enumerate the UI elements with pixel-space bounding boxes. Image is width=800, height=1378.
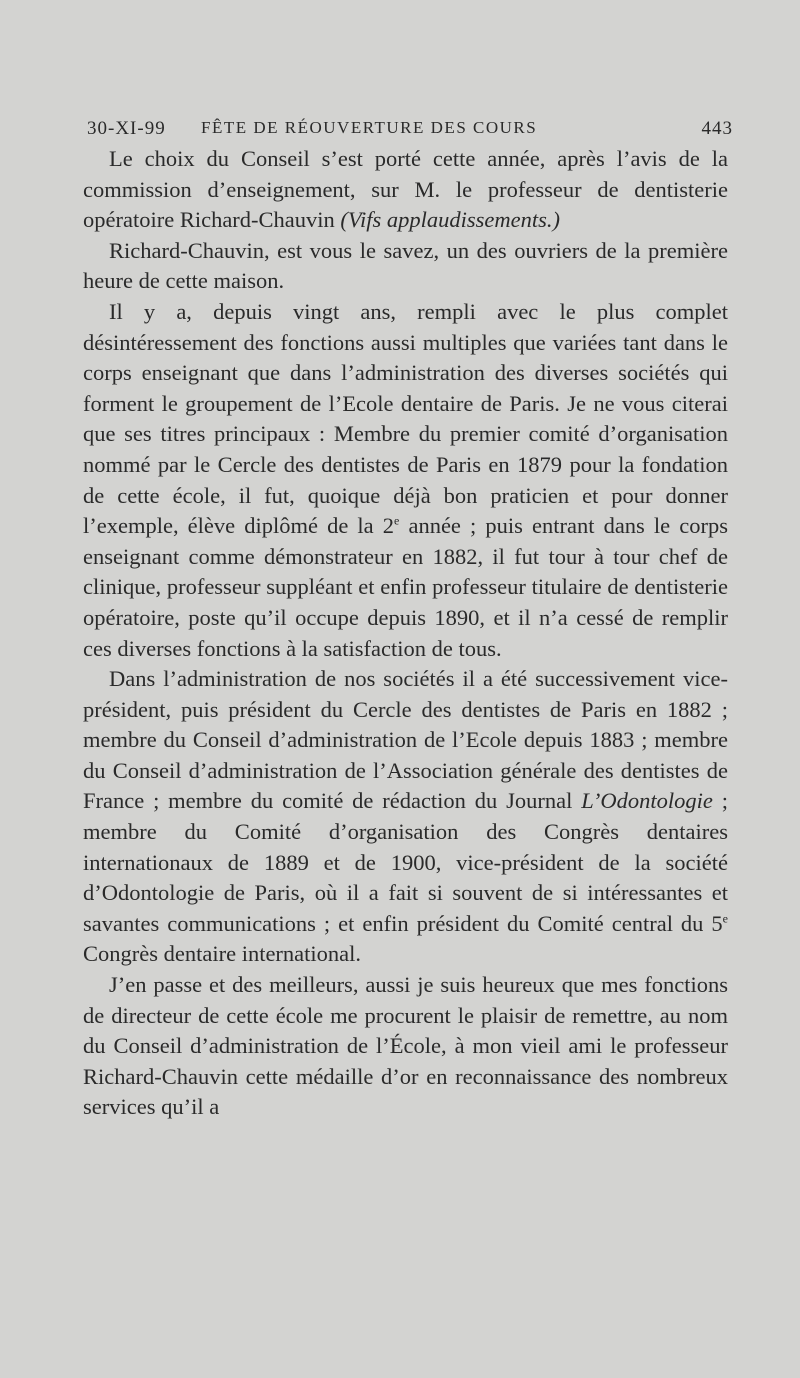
paragraph-4-text-a: Dans l’administration de nos sociétés il a été successivement vice-président, puis président du Cercle des dentistes de Paris en 1882 ; membre du Conseil d’administration de l’Ecole depuis 1883 ; membre du Conseil d’administration de l’Association générale des dentistes de France ; membre du comité de rédaction du Journal [83, 666, 728, 814]
paragraph-2 [83, 236, 728, 297]
paragraph-1-text: Le choix du Conseil s’est porté cette année, après l’avis de la commission d’enseignement, sur M. le professeur de dentisterie opératoire Richard-Chauvin [83, 146, 728, 233]
paragraph-1 [83, 144, 728, 236]
header-title: FÊTE DE RÉOUVERTURE DES COURS [201, 118, 538, 137]
paragraph-1-applause: (Vifs applaudissements.) [340, 207, 560, 233]
running-head [83, 118, 733, 146]
paragraph-4 [83, 664, 728, 970]
paragraph-5-text: J’en passe et des meilleurs, aussi je suis heureux que mes fonctions de directeur de cette école me procurent le plaisir de remettre, au nom du Conseil d’administration de l’École, à mon vieil ami le professeur Richard-Chauvin cette médaille d’or en reconnaissance des nombreux services qu’il a [83, 972, 728, 1120]
body-text [83, 144, 728, 1123]
paragraph-4-text-b: ; membre du Comité d’organisation des Congrès dentaires internationaux de 1889 et de 1900, vice-président de la société d’Odontologie de Paris, où il a fait si souvent de si intéressantes et savantes communications ; et enfin président du Comité central du 5 [83, 788, 728, 936]
paragraph-4-text-c: Congrès dentaire international. [83, 941, 362, 967]
header-date: 30-XI-99 [87, 118, 166, 139]
page-number: 443 [701, 118, 733, 139]
paragraph-2-text: Richard-Chauvin, est vous le savez, un des ouvriers de la première heure de cette maison. [83, 237, 728, 294]
paragraph-3-text-b: année ; puis entrant dans le corps enseignant comme démonstrateur en 1882, il fut tour à tour chef de clinique, professeur suppléant et enfin professeur titulaire de dentisterie opératoire, poste qu’il occupe depuis 1890, et il n’a cessé de remplir ces diverses fonctions à la satisfaction de tous. [83, 513, 728, 661]
paragraph-4-superscript: e [722, 911, 728, 926]
paragraph-3-text-a: Il y a, depuis vingt ans, rempli avec le plus complet désintéressement des fonctions aussi multiples que variées tant dans le corps enseignant que dans l’administration des diverses sociétés qui forment le groupement de l’Ecole dentaire de Paris. Je ne vous citerai que ses titres principaux : Membre du premier comité d’organisation nommé par le Cercle des dentistes de Paris en 1879 pour la fondation de cette école, il fut, quoique déjà bon praticien et pour donner l’exemple, élève diplômé de la 2 [83, 298, 728, 539]
paragraph-3 [83, 297, 728, 664]
paragraph-5 [83, 970, 728, 1123]
journal-title: L’Odontologie [581, 788, 713, 814]
paragraph-3-superscript: e [394, 513, 400, 528]
